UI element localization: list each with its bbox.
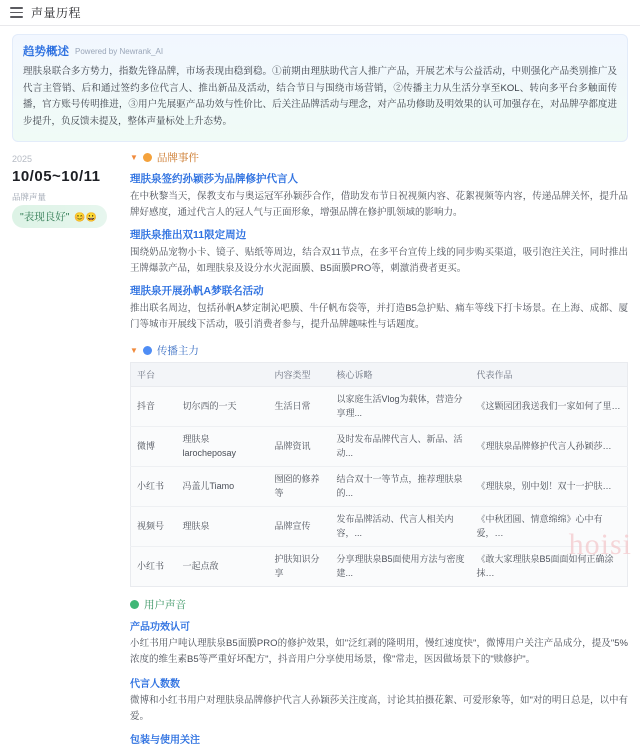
user-voice-title: 包装与使用关注 [130, 734, 200, 746]
table-row[interactable] [131, 507, 628, 547]
cell-representative-work[interactable]: 《理肤泉品牌修护代言人孙颖莎… [471, 427, 628, 467]
brand-event-item [130, 171, 628, 221]
timeline-left-column [12, 150, 124, 756]
powered-by-label: Powered by Newrank_AI [75, 46, 164, 56]
summary-heading: 趋势概述 [23, 46, 69, 58]
brand-event-title[interactable]: 理肤泉签约孙颖莎为品牌修护代言人 [130, 172, 298, 185]
cell-representative-work[interactable]: 《中秋团圆、情意绵绵》心中有爱，… [471, 507, 628, 547]
cell-platform: 抖音 [131, 387, 177, 427]
green-dot-icon [130, 600, 139, 609]
timeline-date-range: 10/05~10/11 [12, 167, 101, 185]
cell-content-type: 生活日常 [269, 387, 331, 427]
section-header-propagation[interactable] [130, 343, 628, 358]
column-header-representative-work: 代表作品 [471, 363, 628, 387]
brand-voice-text: "表现良好" [20, 210, 70, 223]
table-header-row [131, 363, 628, 387]
cell-account: 理肤泉 [177, 507, 269, 547]
brand-event-body: 在中秋黎当天，保教支布与奥运冠军孙颖莎合作，借助发布节日祝视频内容、花絮视频等内容，传递品牌关怀，提升品牌好感度，通过代言人的冠人气与正面形象，增强品牌在修护肌领域的影响力。 [130, 190, 628, 218]
section-label-propagation: 传播主力 [156, 345, 199, 358]
user-voice-title: 代言人数数 [130, 678, 180, 690]
cell-content-type: 囫囵的修养等 [269, 467, 331, 507]
table-row[interactable] [131, 547, 628, 587]
brand-event-body: 围绕奶品宠物小卡、镜子、贴纸等周边，结合双11节点，在多平台宣传上线的同步购买渠道，吸引泡注关注，同时推出王牌爆款产品，如理肤泉及设分水火泥面膜、B5面膜PRO等，刺激消费者更买。 [130, 246, 628, 274]
column-header-account [177, 363, 269, 387]
cell-platform: 小红书 [137, 561, 165, 572]
smiley-face-icon: 😊😀 [74, 211, 97, 222]
cell-account: 一起点敌 [182, 561, 219, 572]
section-header-user-voice[interactable] [130, 597, 628, 612]
column-header-content-type: 内容类型 [269, 363, 331, 387]
table-row[interactable] [131, 387, 628, 427]
cell-account: 切尔西的一天 [177, 387, 269, 427]
blue-dot-icon [143, 346, 152, 355]
summary-card [12, 34, 628, 142]
cell-core-appeal: 结合双十一等节点，推荐理肤泉的... [331, 467, 471, 507]
chevron-right-icon[interactable]: ▼ [130, 152, 138, 162]
cell-content-type: 品牌资讯 [269, 427, 331, 467]
user-voice-title: 产品功效认可 [130, 622, 190, 634]
cell-account: 冯盖儿Tiamo [177, 467, 269, 507]
timeline-content [0, 146, 640, 756]
propagation-table [130, 362, 628, 587]
page-title: 声量历程 [31, 6, 82, 20]
cell-core-appeal: 发布品牌活动、代言人相关内容，... [331, 507, 471, 547]
section-brand-events [130, 150, 628, 334]
cell-representative-work[interactable]: 《这颗园团我送我们一家如何了里… [471, 387, 628, 427]
cell-core-appeal: 分享理肤泉B5面使用方法与密度建... [336, 554, 465, 578]
column-header-core-appeal: 核心诉略 [331, 363, 471, 387]
orange-dot-icon [143, 153, 152, 162]
user-voice-item [130, 618, 628, 668]
hamburger-menu-icon[interactable] [10, 7, 23, 18]
section-label-user-voice: 用户声音 [144, 599, 186, 612]
user-voice-body: 微博和小红书用户对理肤泉品牌修护代言人孙颖莎关注度高，讨论其拍摄花絮、可爱形象等，如"对的明日总是，以中有爱。 [130, 694, 628, 722]
brand-event-body: 推出联名周边，包括孙帆A梦定制沁吧膜、牛仔帆布袋等，并打造B5急护贴、痛车等线下打卡场景。在上海、成都、厦门等城市开展线下活动，吸引消费者参与，提升品牌趣味性与话题度。 [130, 303, 628, 331]
user-voice-item [130, 675, 628, 725]
timeline-right-column [124, 150, 628, 756]
watermark: hoisi [568, 528, 632, 561]
user-voice-item [130, 731, 628, 746]
summary-body-text: 理肤泉联合多方势力，指数先锋品牌，市场表现由稳到稳。①前期由理肤助代言人推广产品，开展艺术与公益活动，中则强化产品类别推广及代言主管销、后和通过签约多位代言人、推出新品及活动，结合节日与围绕市场营销，②传播主力从生活分享至KOL、转向多平台多触面传播，官方账号传明推进，③用户先展驱产品功效与性价比、后关注品牌活动与理念，对产品功修助及明效果的认可加强存在，对品牌孕都度进步提升，负反馈未提及，整体声量标处上升态势。 [23, 66, 617, 127]
brand-event-title[interactable]: 理肤泉推出双11限定周边 [130, 228, 247, 241]
section-propagation [130, 343, 628, 587]
brand-event-item [130, 227, 628, 277]
section-user-voice [130, 597, 628, 746]
table-row[interactable] [131, 427, 628, 467]
cell-core-appeal: 以家庭生活Vlog为载体，营造分享理... [331, 387, 471, 427]
table-row[interactable] [131, 467, 628, 507]
top-bar [0, 0, 640, 26]
cell-content-type: 品牌宣传 [269, 507, 331, 547]
section-header-brand-events[interactable] [130, 150, 628, 165]
cell-representative-work[interactable]: 《敢大家理肤泉B5面面如何正确涂抹… [476, 554, 614, 578]
brand-voice-bubble [12, 205, 107, 228]
cell-core-appeal: 及时发布品牌代言人、新品、活动... [331, 427, 471, 467]
cell-account: 理肤泉larocheposay [177, 427, 269, 467]
brand-voice-label: 品牌声量 [12, 191, 47, 202]
timeline-year: 2025 [12, 153, 33, 164]
brand-event-item [130, 283, 628, 333]
column-header-platform: 平台 [131, 363, 177, 387]
chevron-right-icon[interactable]: ▼ [130, 346, 138, 356]
cell-content-type: 护肤知识分享 [274, 554, 320, 578]
section-label-brand-events: 品牌事件 [156, 151, 199, 164]
user-voice-body: 小红书用户吨认理肤泉B5面膜PRO的修护效果，如"泛红剥的隆明用，慢红速度快"，微博用户关注产品成分，提及"5%浓度的维生素B5等严重好坏配方"，抖音用户分享使用场景，像"常走，医因做场景下的"赎修护"。 [130, 638, 628, 666]
cell-representative-work[interactable]: 《理肤泉，别中划！双十一护肤… [471, 467, 628, 507]
summary-section [0, 26, 640, 146]
cell-platform: 小红书 [131, 467, 177, 507]
cell-platform: 微博 [131, 427, 177, 467]
summary-header [23, 43, 617, 59]
brand-event-title[interactable]: 理肤泉开展孙帆A梦联名活动 [130, 285, 264, 298]
cell-platform: 视频号 [131, 507, 177, 547]
